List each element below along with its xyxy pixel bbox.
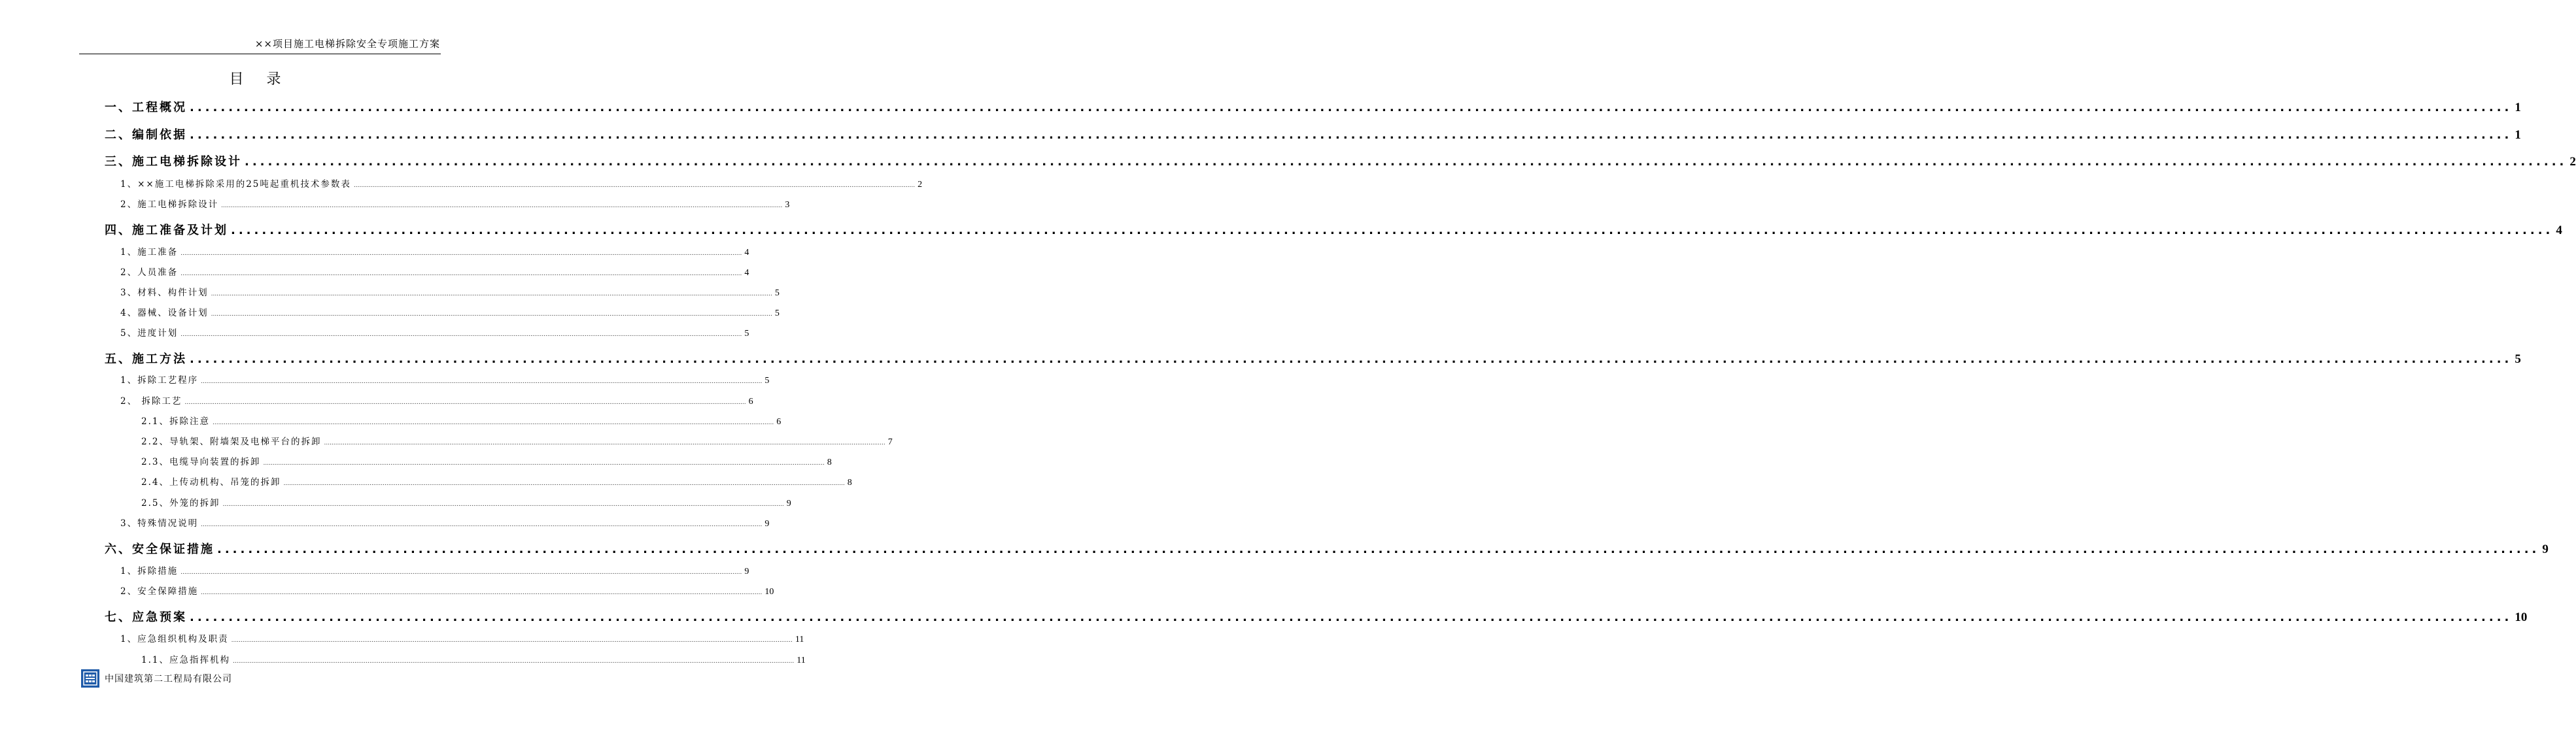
toc-page-number: 5 [2515, 352, 2521, 366]
toc-section-entry [120, 631, 804, 645]
toc-dot-leader: ............................................................................................................................................................................................................................................................................................................ [221, 203, 783, 209]
toc-dot-leader: ............................................................................................................................................................................................................................................................................................................ [190, 101, 2513, 114]
toc-page-number: 2 [2569, 155, 2576, 169]
toc-entry-label: 四、施工准备及计划 [105, 224, 228, 237]
toc-dot-leader: ............................................................................................................................................................................................................................................................................................................ [211, 311, 772, 318]
toc-chapter-entry [105, 98, 2521, 115]
toc-section-entry [120, 244, 749, 258]
toc-entry-label: 2.1、拆除注意 [141, 416, 210, 427]
toc-dot-leader: ............................................................................................................................................................................................................................................................................................................ [201, 590, 763, 596]
toc-entry-label: 5、进度计划 [120, 328, 179, 339]
toc-dot-leader: ............................................................................................................................................................................................................................................................................................................ [283, 480, 845, 487]
toc-entry-label: 4、器械、设备计划 [120, 308, 209, 318]
toc-entry-label: 2.4、上传动机构、吊笼的拆卸 [141, 477, 281, 488]
toc-page-number: 11 [797, 656, 806, 665]
toc-dot-leader: ............................................................................................................................................................................................................................................................................................................ [180, 250, 742, 257]
toc-section-entry [120, 516, 770, 529]
toc-entry-label: 2、施工电梯拆除设计 [120, 199, 219, 210]
toc-entry-label: 1、拆除措施 [120, 566, 179, 576]
toc-page-number: 4 [2556, 224, 2562, 237]
toc-chapter-entry [105, 125, 2521, 142]
toc-page-number: 1 [2515, 128, 2521, 142]
toc-entry-label: 3、材料、构件计划 [120, 288, 209, 298]
toc-page-number: 9 [2542, 542, 2549, 556]
company-logo-icon [81, 669, 99, 688]
toc-dot-leader: ............................................................................................................................................................................................................................................................................................................ [180, 569, 742, 576]
toc-page-number: 5 [774, 309, 780, 318]
toc-dot-leader: ............................................................................................................................................................................................................................................................................................................ [217, 542, 2540, 556]
toc-section-entry [141, 495, 791, 509]
toc-dot-leader: ............................................................................................................................................................................................................................................................................................................ [180, 331, 742, 338]
toc-entry-label: 一、工程概况 [105, 101, 187, 114]
document-header-title: ××项目施工电梯拆除安全专项施工方案 [254, 38, 440, 50]
toc-dot-leader: ............................................................................................................................................................................................................................................................................................................ [201, 522, 763, 528]
toc-section-entry [141, 434, 893, 448]
toc-dot-leader: ............................................................................................................................................................................................................................................................................................................ [180, 271, 742, 277]
toc-entry-label: 2.3、电缆导向装置的拆卸 [141, 457, 261, 467]
toc-entry-label: 七、应急预案 [105, 610, 187, 624]
toc-page-number: 5 [774, 288, 780, 298]
toc-dot-leader: ............................................................................................................................................................................................................................................................................................................ [184, 399, 746, 406]
toc-chapter-entry [105, 540, 2549, 557]
toc-page-number: 9 [764, 519, 770, 529]
footer [81, 669, 232, 688]
toc-section-entry [120, 373, 770, 386]
toc-page-number: 5 [764, 376, 770, 386]
toc-section-entry [120, 563, 749, 577]
toc-page-number: 9 [744, 567, 749, 576]
toc-entry-label: 2.2、导轨架、附墙架及电梯平台的拆卸 [141, 437, 322, 447]
toc-dot-leader: ............................................................................................................................................................................................................................................................................................................ [201, 378, 763, 385]
toc-section-entry [141, 652, 806, 666]
footer-company-name: 中国建筑第二工程局有限公司 [105, 674, 232, 684]
toc-page-number: 4 [744, 248, 749, 258]
toc-page-number: 11 [795, 635, 804, 644]
toc-dot-leader: ............................................................................................................................................................................................................................................................................................................ [263, 460, 825, 467]
toc-dot-leader: ............................................................................................................................................................................................................................................................................................................ [232, 658, 795, 665]
toc-section-entry [120, 584, 774, 597]
toc-page-number: 6 [748, 397, 753, 407]
toc-entry-label: 1、拆除工艺程序 [120, 375, 199, 386]
toc-dot-leader: ............................................................................................................................................................................................................................................................................................................ [211, 291, 772, 297]
toc-page-number: 5 [744, 329, 749, 339]
toc-section-entry [120, 265, 749, 278]
toc-section-entry [141, 414, 781, 427]
toc-page-number: 6 [776, 417, 781, 427]
toc-page-number: 4 [744, 268, 749, 278]
toc-entry-label: 六、安全保证措施 [105, 542, 215, 556]
toc-entry-label: 2.5、外笼的拆卸 [141, 498, 220, 509]
toc-chapter-entry [105, 221, 2562, 238]
toc-page-number: 2 [918, 180, 923, 190]
toc-dot-leader: ............................................................................................................................................................................................................................................................................................................ [324, 440, 885, 446]
page-title: 目 录 [229, 71, 290, 88]
toc-section-entry [120, 285, 780, 299]
toc-section-entry [120, 197, 790, 210]
toc-section-entry [120, 325, 749, 339]
toc-page-number: 3 [785, 200, 790, 210]
cscec-logo-mark [82, 671, 98, 686]
toc-entry-label: 2、人员准备 [120, 267, 179, 278]
toc-page-number: 10 [764, 587, 774, 597]
toc-dot-leader: ............................................................................................................................................................................................................................................................................................................ [245, 155, 2567, 169]
toc-section-entry [120, 393, 753, 407]
toc-entry-label: 五、施工方法 [105, 352, 187, 366]
toc-section-entry [141, 475, 852, 488]
toc-dot-leader: ............................................................................................................................................................................................................................................................................................................ [231, 224, 2554, 237]
toc-entry-label: 1.1、应急指挥机构 [141, 655, 230, 665]
toc-entry-label: 1、××施工电梯拆除采用的25吨起重机技术参数表 [120, 179, 351, 190]
toc-page-number: 9 [786, 499, 791, 509]
toc-chapter-entry [105, 350, 2521, 367]
toc-entry-label: 2、安全保障措施 [120, 586, 199, 597]
toc-dot-leader: ............................................................................................................................................................................................................................................................................................................ [231, 637, 793, 644]
toc-dot-leader: ............................................................................................................................................................................................................................................................................................................ [353, 182, 916, 189]
toc-entry-label: 3、特殊情况说明 [120, 518, 199, 529]
toc-dot-leader: ............................................................................................................................................................................................................................................................................................................ [212, 420, 774, 426]
toc-entry-label: 1、施工准备 [120, 247, 179, 258]
toc-page-number: 10 [2515, 610, 2528, 624]
toc-section-entry [120, 305, 780, 319]
toc-chapter-entry [105, 608, 2528, 625]
toc-chapter-entry [105, 152, 2576, 169]
toc-page-number: 8 [827, 458, 832, 467]
toc-dot-leader: ............................................................................................................................................................................................................................................................................................................ [190, 610, 2513, 624]
toc-entry-label: 1、应急组织机构及职责 [120, 634, 229, 644]
toc-page-number: 1 [2515, 101, 2521, 114]
toc-entry-label: 2、 拆除工艺 [120, 396, 182, 407]
toc-entry-label: 三、施工电梯拆除设计 [105, 155, 242, 169]
toc-entry-label: 二、编制依据 [105, 128, 187, 142]
toc-page-number: 7 [887, 437, 893, 447]
toc-section-entry [141, 454, 832, 468]
toc-page-number: 8 [847, 478, 852, 488]
toc-dot-leader: ............................................................................................................................................................................................................................................................................................................ [222, 501, 784, 508]
toc-dot-leader: ............................................................................................................................................................................................................................................................................................................ [190, 352, 2513, 366]
toc-dot-leader: ............................................................................................................................................................................................................................................................................................................ [190, 128, 2513, 142]
toc-section-entry [120, 176, 923, 190]
